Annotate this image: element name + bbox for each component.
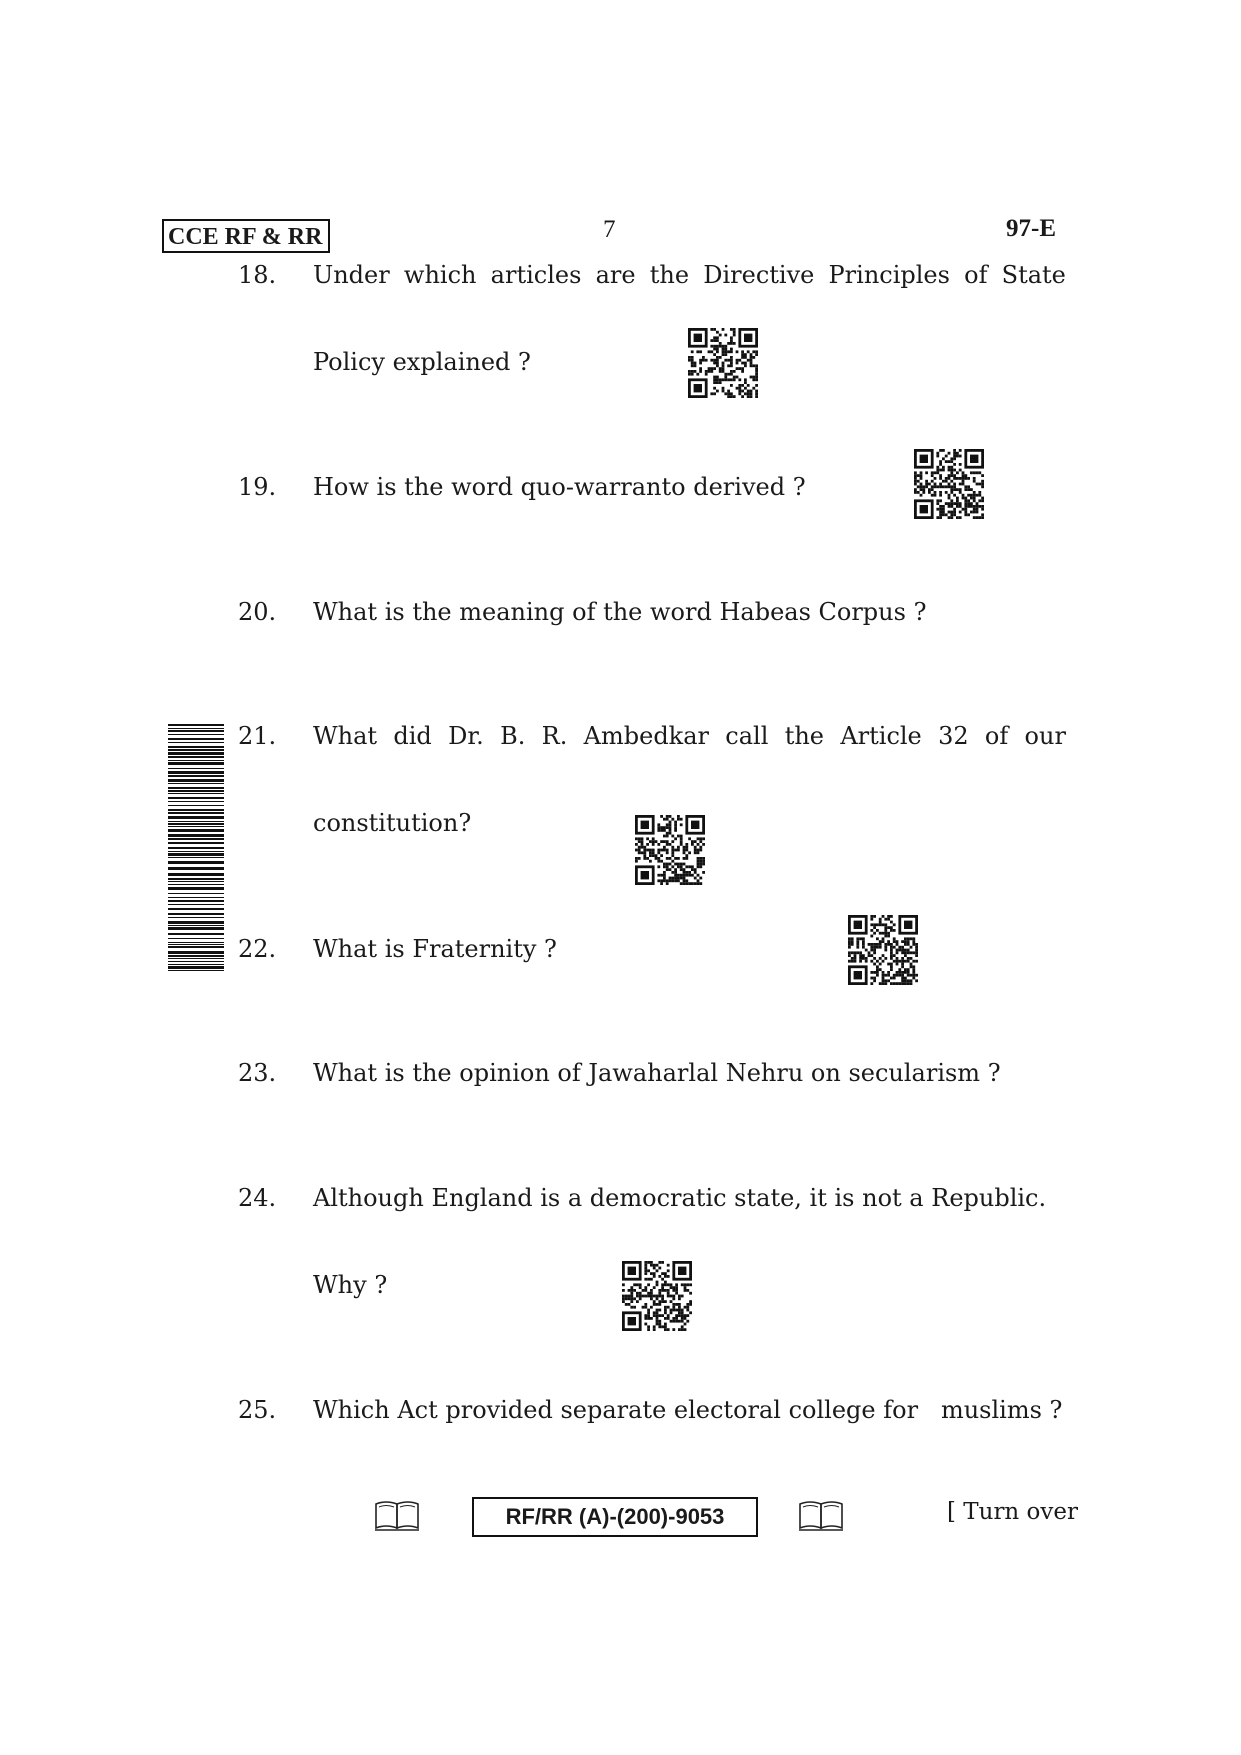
question-word: Article (840, 722, 922, 750)
qr-code-icon (688, 328, 758, 398)
question-word: call (725, 722, 769, 750)
header-code-box: CCE RF & RR (162, 219, 330, 253)
question-number: 25. (238, 1396, 277, 1424)
question-word: the (649, 261, 690, 289)
question-24-line1: Although England is a democratic state, it is not a Republic. (313, 1184, 1047, 1212)
question-25-text: Which Act provided separate electoral college for muslims ? (313, 1396, 1063, 1424)
qr-code-icon (622, 1261, 692, 1331)
question-word: which (403, 261, 477, 289)
qr-code-icon (914, 449, 984, 519)
question-22-text: What is Fraternity ? (313, 935, 557, 963)
question-number: 19. (238, 473, 277, 501)
footer-code-box: RF/RR (A)-(200)-9053 (472, 1497, 758, 1537)
question-word: Ambedkar (583, 722, 709, 750)
question-18-line1 (313, 260, 1066, 290)
question-number: 20. (238, 598, 277, 626)
question-word: of (984, 722, 1009, 750)
question-word: of (964, 261, 988, 289)
question-19-text: How is the word quo-warranto derived ? (313, 473, 806, 501)
question-word: Dr. (448, 722, 484, 750)
question-word: B. (500, 722, 526, 750)
open-book-icon (798, 1498, 844, 1532)
question-word: What (313, 722, 378, 750)
question-20-text: What is the meaning of the word Habeas Corpus ? (313, 598, 927, 626)
question-word: State (1001, 261, 1066, 289)
question-word: did (393, 722, 432, 750)
question-24-line2: Why ? (313, 1271, 388, 1299)
question-word: Under (313, 261, 390, 289)
question-word: 32 (938, 722, 969, 750)
question-23-text: What is the opinion of Jawaharlal Nehru on secularism ? (313, 1059, 1001, 1087)
open-book-icon (374, 1498, 420, 1532)
question-21-line1 (313, 721, 1066, 751)
question-18-line2: Policy explained ? (313, 348, 531, 376)
qr-code-icon (848, 915, 918, 985)
paper-code: 97-E (1006, 215, 1056, 242)
barcode-icon (168, 724, 224, 972)
question-number: 18. (238, 261, 277, 289)
question-word: our (1024, 722, 1066, 750)
question-word: are (595, 261, 636, 289)
question-21-line2: constitution? (313, 809, 472, 837)
turn-over-label: [ Turn over (947, 1499, 1079, 1525)
question-number: 22. (238, 935, 277, 963)
question-word: R. (541, 722, 568, 750)
question-word: the (784, 722, 825, 750)
page-number: 7 (603, 216, 616, 243)
question-number: 23. (238, 1059, 277, 1087)
question-word: Directive (703, 261, 815, 289)
question-number: 24. (238, 1184, 277, 1212)
qr-code-icon (635, 815, 705, 885)
question-word: Principles (828, 261, 950, 289)
question-number: 21. (238, 722, 277, 750)
question-word: articles (490, 261, 582, 289)
